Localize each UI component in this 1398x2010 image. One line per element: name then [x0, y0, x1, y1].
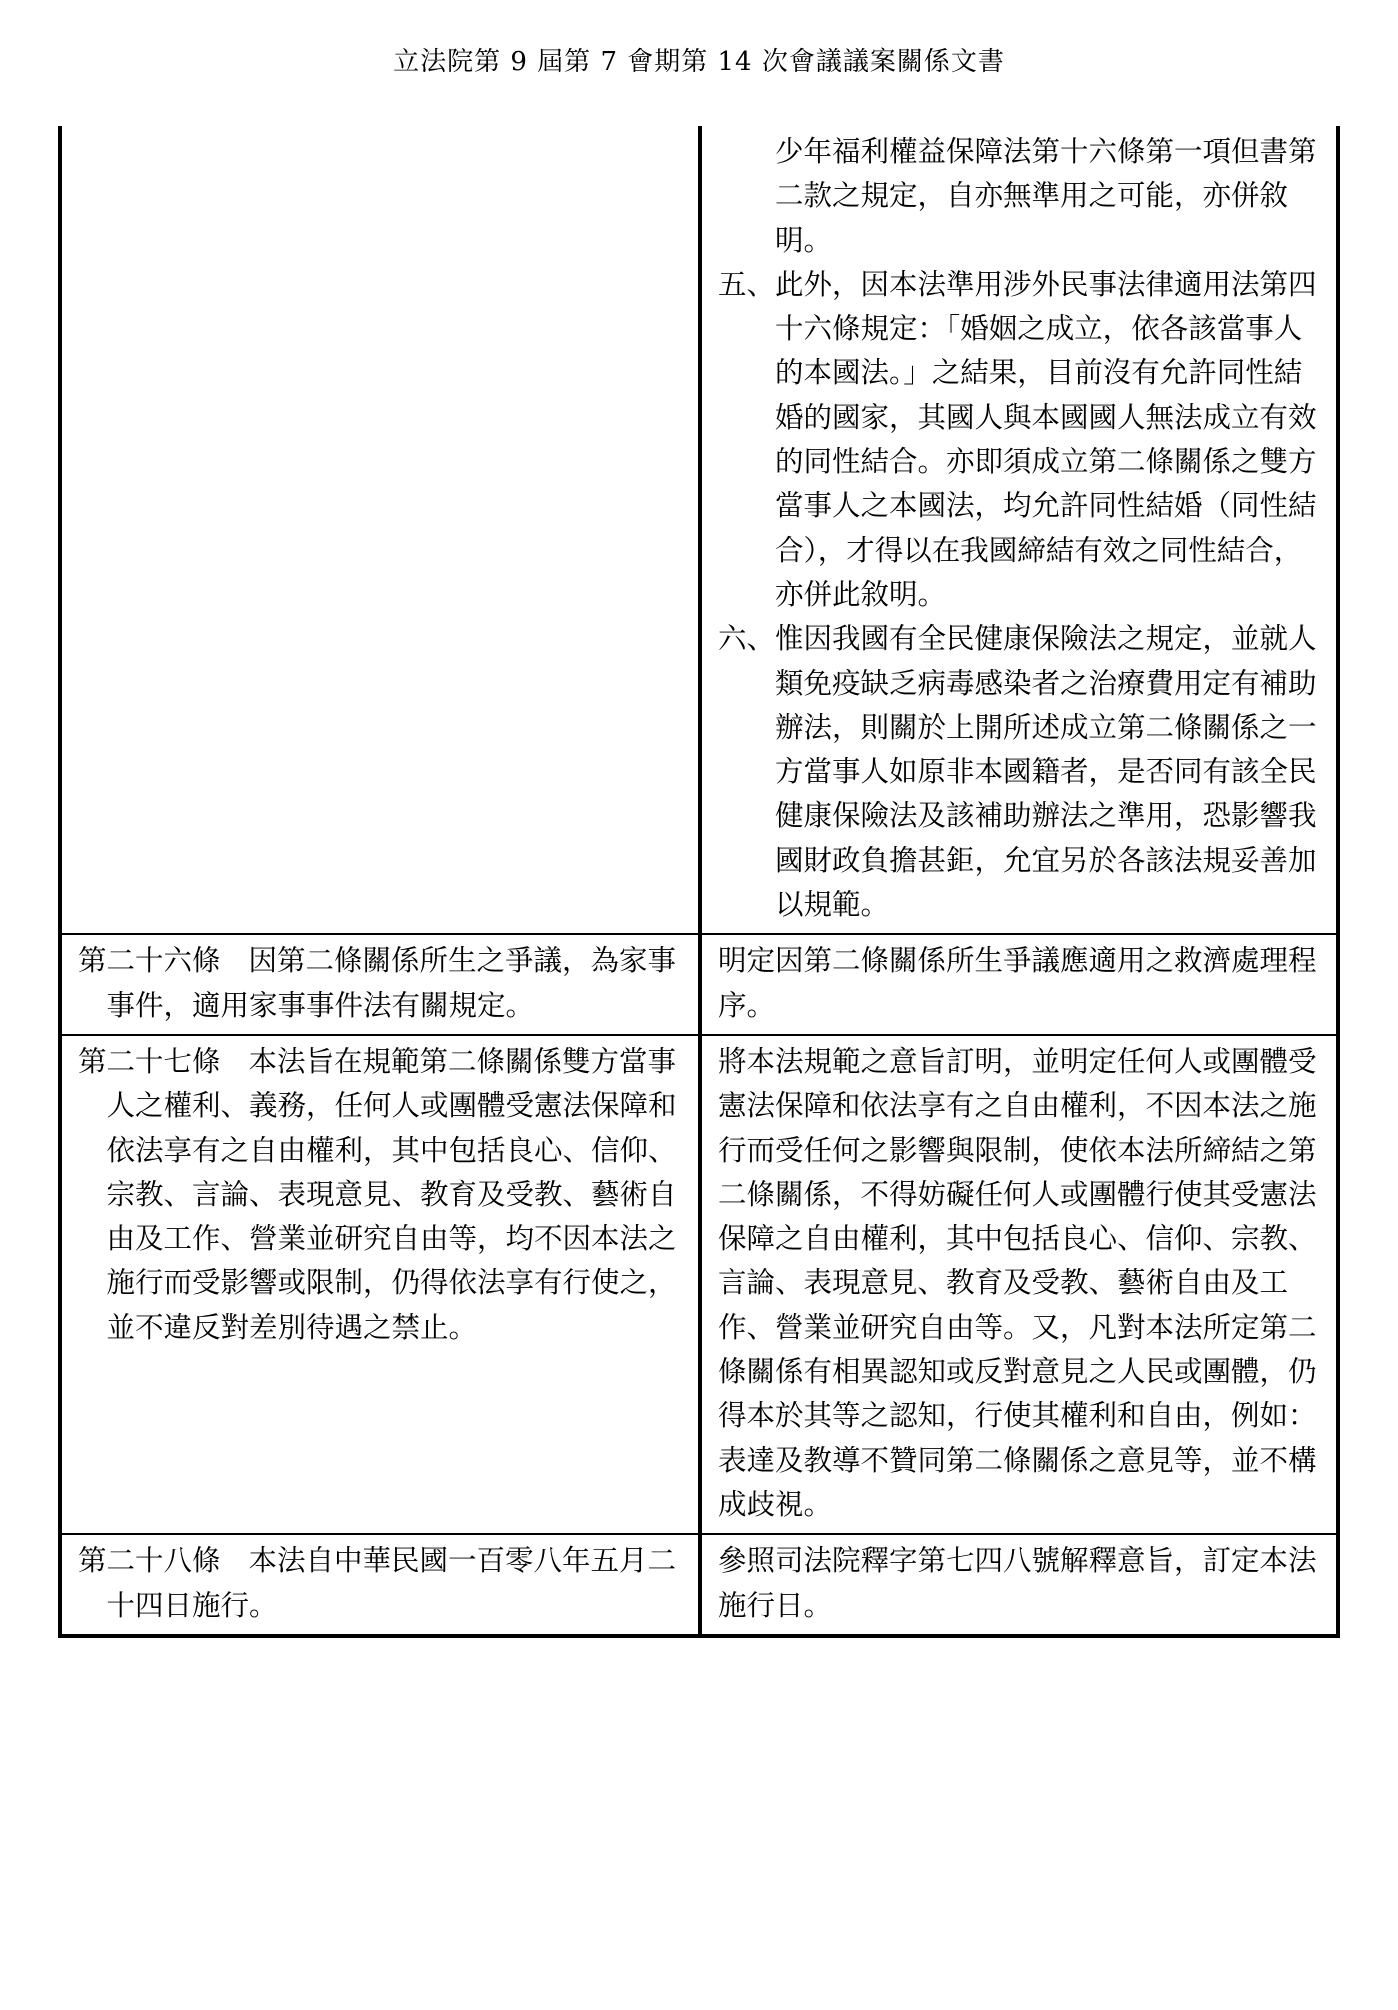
article-cell	[60, 1035, 700, 1534]
list-item	[718, 263, 1320, 617]
article-number: 第二十六條	[78, 944, 221, 978]
article-body: 因第二條關係所生之爭議，為家事事件，適用家事事件法有關規定。	[106, 944, 677, 1022]
article-cell	[60, 1534, 700, 1636]
explanation-text: 明定因第二條關係所生爭議應適用之救濟處理程序。	[718, 944, 1317, 1022]
article-cell	[60, 126, 700, 934]
article-text	[78, 1539, 682, 1628]
explanation-cell	[700, 126, 1338, 934]
list-item	[718, 617, 1320, 927]
article-number: 第二十八條	[78, 1544, 221, 1578]
continuation-text: 少年福利權益保障法第十六條第一項但書第二款之規定，自亦無準用之可能，亦併敘明。	[775, 135, 1317, 257]
article-cell	[60, 934, 700, 1035]
item-label: 五、	[718, 267, 776, 301]
article-text	[78, 939, 682, 1028]
explanation-cell	[700, 934, 1338, 1035]
item-label: 六、	[718, 622, 776, 656]
explanation-text: 參照司法院釋字第七四八號解釋意旨，訂定本法施行日。	[718, 1544, 1317, 1622]
item-text: 此外，因本法準用涉外民事法律適用法第四十六條規定：「婚姻之成立，依各該當事人的本國法。」之結果，目前沒有允許同性結婚的國家，其國人與本國國人無法成立有效的同性結合。亦即須成立第二條關係之雙方當事人之本國法，均允許同性結婚（同性結合），才得以在我國締結有效之同性結合，亦併此敘明。	[775, 267, 1317, 611]
explanation-cell	[700, 1035, 1338, 1534]
comparison-table	[58, 126, 1340, 1638]
table-row	[60, 126, 1338, 934]
page-header: 立法院第 9 屆第 7 會期第 14 次會議議案關係文書	[393, 47, 1005, 77]
article-body: 本法自中華民國一百零八年五月二十四日施行。	[106, 1544, 677, 1622]
article-text	[78, 1040, 682, 1350]
explanation-cell	[700, 1534, 1338, 1636]
article-body: 本法旨在規範第二條關係雙方當事人之權利、義務，任何人或團體受憲法保障和依法享有之自由權利，其中包括良心、信仰、宗教、言論、表現意見、教育及受教、藝術自由及工作、營業並研究自由等，均不因本法之施行而受影響或限制，仍得依法享有行使之，並不違反對差別待遇之禁止。	[106, 1044, 677, 1344]
table-row	[60, 1035, 1338, 1534]
item-text: 惟因我國有全民健康保險法之規定，並就人類免疫缺乏病毒感染者之治療費用定有補助辦法，則關於上開所述成立第二條關係之一方當事人如原非本國籍者，是否同有該全民健康保險法及該補助辦法之準用，恐影響我國財政負擔甚鉅，允宜另於各該法規妥善加以規範。	[775, 622, 1317, 922]
table-row	[60, 1534, 1338, 1636]
explanation-text: 將本法規範之意旨訂明，並明定任何人或團體受憲法保障和依法享有之自由權利，不因本法之施行而受任何之影響與限制，使依本法所締結之第二條關係，不得妨礙任何人或團體行使其受憲法保障之自由權利，其中包括良心、信仰、宗教、言論、表現意見、教育及受教、藝術自由及工作、營業並研究自由等。又，凡對本法所定第二條關係有相異認知或反對意見之人民或團體，仍得本於其等之認知，行使其權利和自由，例如：表達及教導不贊同第二條關係之意見等，並不構成歧視。	[718, 1044, 1317, 1521]
article-number: 第二十七條	[78, 1044, 221, 1078]
table-row	[60, 934, 1338, 1035]
